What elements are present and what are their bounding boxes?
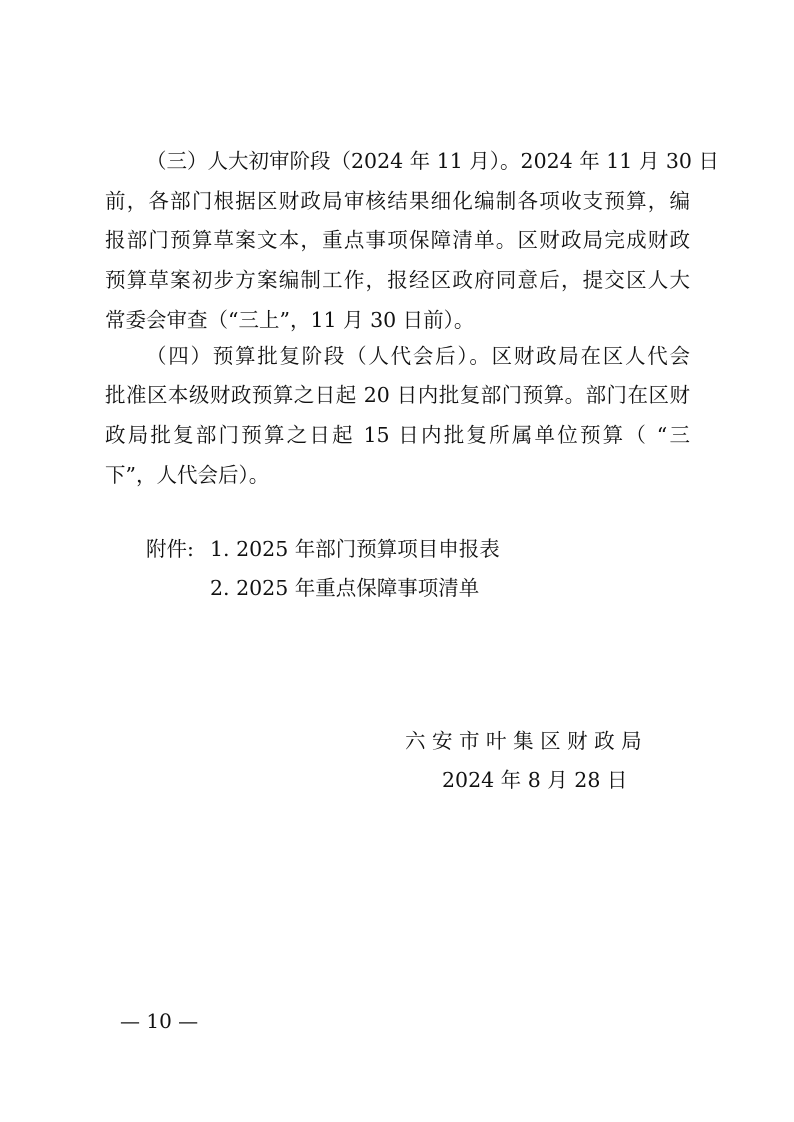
paragraph-line: 政局批复部门预算之日起 15 日内批复所属单位预算（ “三 [105,423,690,447]
attachment-item: 2. 2025 年重点保障事项清单 [210,576,480,600]
paragraph-line: （四）预算批复阶段（人代会后）。区财政局在区人代会 [146,344,690,368]
attachment-item: 1. 2025 年部门预算项目申报表 [210,537,500,561]
paragraph-line: （三）人大初审阶段（2024 年 11 月）。2024 年 11 月 30 日 [146,149,719,173]
page-number: — 10 — [120,1009,199,1033]
signature-organization: 六 安 市 叶 集 区 财 政 局 [405,729,642,753]
paragraph-line: 常委会审查（“三上”，11 月 30 日前）。 [105,308,475,332]
paragraph-line: 报部门预算草案文本，重点事项保障清单。区财政局完成财政 [105,228,690,252]
paragraph-line: 批准区本级财政预算之日起 20 日内批复部门预算。部门在区财 [105,383,690,407]
attachments-label: 附件: [146,537,194,561]
paragraph-line: 下”，人代会后）。 [105,463,270,487]
paragraph-line: 预算草案初步方案编制工作，报经区政府同意后，提交区人大 [105,268,690,292]
paragraph-line: 前，各部门根据区财政局审核结果细化编制各项收支预算，编 [105,189,690,213]
signature-date: 2024 年 8 月 28 日 [442,768,628,792]
